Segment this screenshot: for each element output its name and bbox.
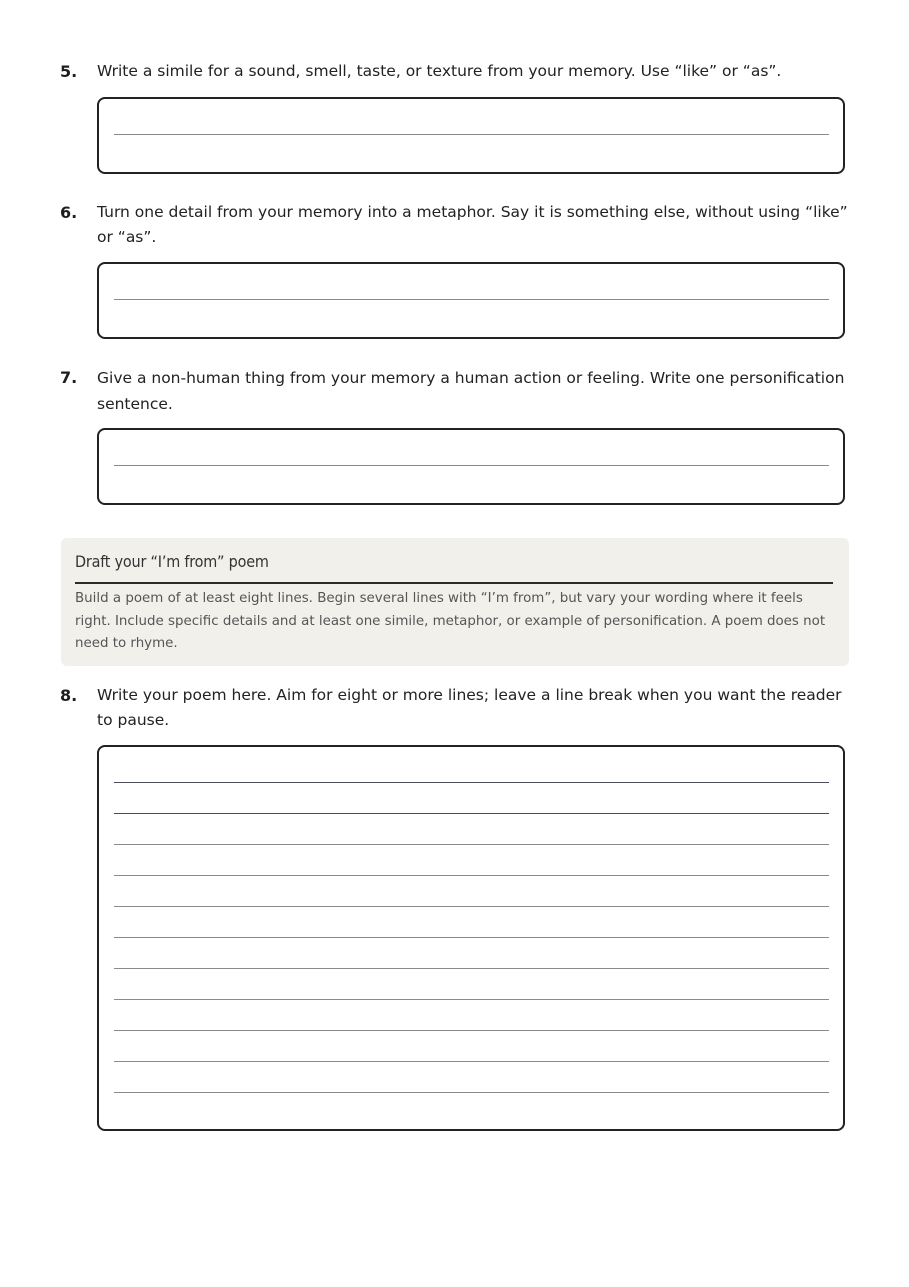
question-prompt: Turn one detail from your memory into a metaphor. Say it is something else, without using “like” or “as”.: [97, 203, 848, 246]
question-prompt: Give a non-human thing from your memory a human action or feeling. Write one personification sentence.: [97, 369, 845, 413]
question-number: 7.: [60, 368, 78, 387]
poem-answer-box[interactable]: [97, 745, 845, 1131]
writing-line: [114, 813, 829, 814]
writing-line: [114, 1092, 829, 1093]
callout-title: Draft your “I’m from” poem: [75, 552, 269, 571]
writing-line: [114, 134, 829, 135]
writing-line: [114, 299, 829, 300]
writing-line: [114, 968, 829, 969]
writing-line: [114, 937, 829, 938]
writing-line: [114, 465, 829, 466]
question-number: 5.: [60, 62, 78, 81]
question-8: [60, 683, 855, 733]
writing-line: [114, 875, 829, 876]
question-prompt: Write your poem here. Aim for eight or more lines; leave a line break when you want the reader to pause.: [97, 686, 842, 729]
writing-line: [114, 782, 829, 783]
callout-divider: [75, 582, 833, 584]
question-7: [60, 365, 855, 415]
writing-line: [114, 1061, 829, 1062]
answer-box-6[interactable]: [97, 262, 845, 339]
answer-box-7[interactable]: [97, 428, 845, 505]
question-number: 6.: [60, 203, 78, 222]
question-prompt: Write a simile for a sound, smell, taste, or texture from your memory. Use “like” or “as”.: [97, 62, 782, 80]
question-number: 8.: [60, 686, 78, 705]
writing-line: [114, 906, 829, 907]
writing-line: [114, 999, 829, 1000]
writing-line: [114, 1030, 829, 1031]
question-6: [60, 200, 855, 250]
writing-line: [114, 844, 829, 845]
answer-box-5[interactable]: [97, 97, 845, 174]
callout-body: Build a poem of at least eight lines. Begin several lines with “I’m from”, but vary your wording where it feels right. Include specific details and at least one simile, metaphor, or example of personification. A poem does not need to rhyme.: [75, 591, 826, 651]
callout-box: [61, 538, 849, 666]
